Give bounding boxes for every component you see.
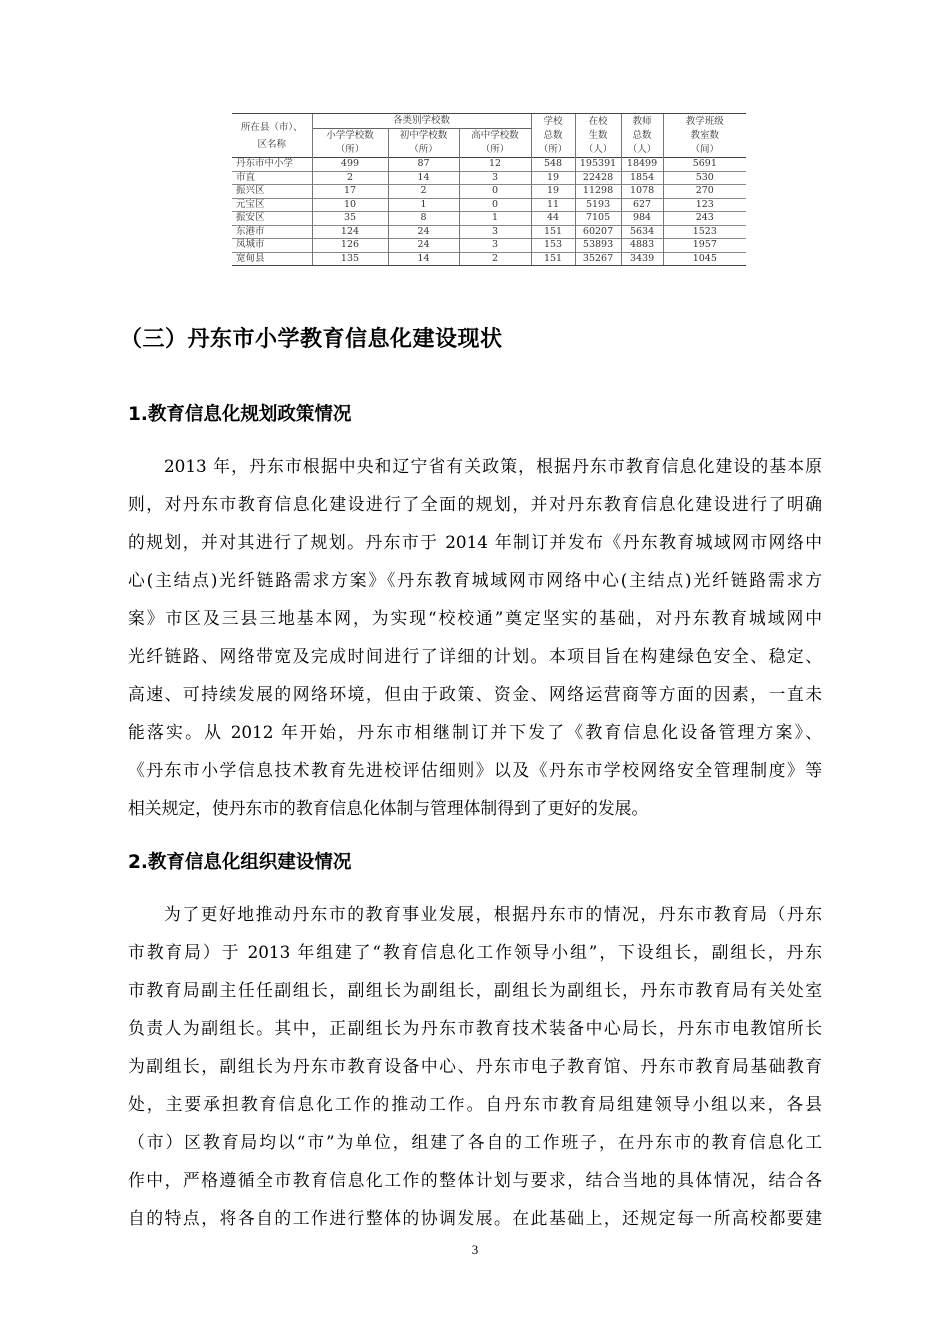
cell-value: 135 (312, 252, 388, 266)
paragraph-line: （市）区教育局均以“市”为单位，组建了各自的工作班子，在丹东市的教育信息化工 (128, 1132, 822, 1152)
table-row (232, 225, 746, 239)
table-row (232, 252, 746, 266)
header-total-schools: 学校 总数 （所） (531, 114, 575, 158)
header-teachers: 教师 总数 （人） (621, 114, 663, 158)
cell-value: 17 (312, 185, 388, 199)
paragraph-line: 案》市区及三县三地基本网，为实现“校校通”奠定坚实的基础，对丹东教育城域网中 (128, 608, 822, 628)
paragraph-line: 《丹东市小学信息技术教育先进校评估细则》以及《丹东市学校网络安全管理制度》等 (128, 760, 822, 780)
cell-value: 195391 (575, 158, 621, 172)
cell-value: 1957 (663, 239, 746, 253)
cell-region: 元宝区 (232, 198, 312, 212)
cell-value: 0 (459, 198, 531, 212)
cell-value: 1854 (621, 171, 663, 185)
page-number: 3 (471, 1242, 479, 1257)
cell-value: 53893 (575, 239, 621, 253)
cell-value: 24 (388, 239, 459, 253)
cell-value: 10 (312, 198, 388, 212)
cell-value: 12 (459, 158, 531, 172)
section-heading: （三）丹东市小学教育信息化建设现状 (120, 327, 503, 352)
header-classrooms: 教学班级 教室数 （间） (663, 114, 746, 158)
header-students: 在校 生数 （人） (575, 114, 621, 158)
cell-value: 35267 (575, 252, 621, 266)
cell-region: 丹东市中小学 (232, 158, 312, 172)
header-primary-schools: 小学学校数 （所） (312, 129, 388, 158)
cell-value: 153 (531, 239, 575, 253)
cell-value: 151 (531, 225, 575, 239)
paragraph-line: 2013 年，丹东市根据中央和辽宁省有关政策，根据丹东市教育信息化建设的基本原 (164, 456, 822, 476)
cell-value: 60207 (575, 225, 621, 239)
cell-value: 1523 (663, 225, 746, 239)
cell-value: 44 (531, 212, 575, 226)
cell-value: 11298 (575, 185, 621, 199)
cell-value: 123 (663, 198, 746, 212)
cell-value: 19 (531, 171, 575, 185)
paragraph-line: 高速、可持续发展的网络环境，但由于政策、资金、网络运营商等方面的因素，一直未 (128, 684, 822, 704)
cell-value: 1 (459, 212, 531, 226)
cell-value: 24 (388, 225, 459, 239)
cell-value: 499 (312, 158, 388, 172)
cell-value: 4883 (621, 239, 663, 253)
header-region: 所在县（市）、区名称 (232, 114, 312, 158)
subsection-heading-organization: 2.教育信息化组织建设情况 (128, 852, 352, 873)
cell-region: 东港市 (232, 225, 312, 239)
table-row (232, 212, 746, 226)
cell-value: 35 (312, 212, 388, 226)
header-junior-schools: 初中学校数 （所） (388, 129, 459, 158)
cell-value: 5691 (663, 158, 746, 172)
cell-value: 2 (388, 185, 459, 199)
cell-value: 2 (459, 252, 531, 266)
cell-value: 530 (663, 171, 746, 185)
paragraph-line: 的规划，并对其进行了规划。丹东市于 2014 年制订并发布《丹东教育城域网市网络中 (128, 532, 822, 552)
cell-value: 3 (459, 239, 531, 253)
paragraph-line: 市教育局副主任任副组长，副组长为副组长，副组长为副组长，丹东市教育局有关处室 (128, 980, 822, 1000)
cell-value: 5634 (621, 225, 663, 239)
paragraph-line: 市教育局）于 2013 年组建了“教育信息化工作领导小组”，下设组长，副组长，丹东 (128, 942, 822, 962)
cell-value: 87 (388, 158, 459, 172)
header-senior-schools: 高中学校数 （所） (459, 129, 531, 158)
paragraph-line: 能落实。从 2012 年开始，丹东市相继制订并下发了《教育信息化设备管理方案》、 (128, 722, 822, 742)
paragraph-line: 心(主结点)光纤链路需求方案》《丹东教育城域网市网络中心(主结点)光纤链路需求方 (128, 570, 822, 590)
cell-value: 3 (459, 225, 531, 239)
cell-value: 151 (531, 252, 575, 266)
statistics-table-container (232, 113, 746, 266)
paragraph-line: 作中，严格遵循全市教育信息化工作的整体计划与要求，结合当地的具体情况，结合各 (128, 1170, 822, 1190)
paragraph-line: 负责人为副组长。其中，正副组长为丹东市教育技术装备中心局长，丹东市电教馆所长 (128, 1018, 822, 1038)
cell-value: 243 (663, 212, 746, 226)
cell-value: 5193 (575, 198, 621, 212)
cell-region: 市直 (232, 171, 312, 185)
paragraph-line: 相关规定，使丹东市的教育信息化体制与管理体制得到了更好的发展。 (128, 798, 649, 818)
cell-value: 3439 (621, 252, 663, 266)
school-statistics-table (232, 113, 746, 266)
table-row (232, 239, 746, 253)
paragraph-line: 为副组长，副组长为丹东市教育设备中心、丹东市电子教育馆、丹东市教育局基础教育 (128, 1056, 822, 1076)
cell-region: 宽甸县 (232, 252, 312, 266)
cell-value: 8 (388, 212, 459, 226)
cell-value: 2 (312, 171, 388, 185)
cell-value: 1078 (621, 185, 663, 199)
cell-value: 18499 (621, 158, 663, 172)
cell-region: 振兴区 (232, 185, 312, 199)
paragraph-line: 光纤链路、网络带宽及完成时间进行了详细的计划。本项目旨在构建绿色安全、稳定、 (128, 646, 822, 666)
cell-value: 627 (621, 198, 663, 212)
table-row (232, 185, 746, 199)
paragraph-line: 为了更好地推动丹东市的教育事业发展，根据丹东市的情况，丹东市教育局（丹东 (164, 904, 822, 924)
cell-value: 270 (663, 185, 746, 199)
cell-value: 124 (312, 225, 388, 239)
cell-value: 0 (459, 185, 531, 199)
paragraph-line: 自的特点，将各自的工作进行整体的协调发展。在此基础上，还规定每一所高校都要建 (128, 1208, 822, 1228)
table-row (232, 198, 746, 212)
cell-value: 11 (531, 198, 575, 212)
cell-value: 7105 (575, 212, 621, 226)
paragraph-line: 处，主要承担教育信息化工作的推动工作。自丹东市教育局组建领导小组以来，各县 (128, 1094, 822, 1114)
cell-value: 1045 (663, 252, 746, 266)
cell-value: 984 (621, 212, 663, 226)
cell-value: 22428 (575, 171, 621, 185)
cell-value: 14 (388, 171, 459, 185)
cell-value: 548 (531, 158, 575, 172)
cell-value: 3 (459, 171, 531, 185)
subsection-heading-planning: 1.教育信息化规划政策情况 (128, 404, 352, 425)
cell-value: 19 (531, 185, 575, 199)
cell-region: 凤城市 (232, 239, 312, 253)
paragraph-line: 则，对丹东市教育信息化建设进行了全面的规划，并对丹东教育信息化建设进行了明确 (128, 494, 822, 514)
table-row (232, 158, 746, 172)
cell-value: 14 (388, 252, 459, 266)
table-row (232, 171, 746, 185)
header-school-categories: 各类别学校数 (312, 114, 531, 129)
cell-region: 振安区 (232, 212, 312, 226)
cell-value: 126 (312, 239, 388, 253)
cell-value: 1 (388, 198, 459, 212)
table-body (232, 158, 746, 266)
